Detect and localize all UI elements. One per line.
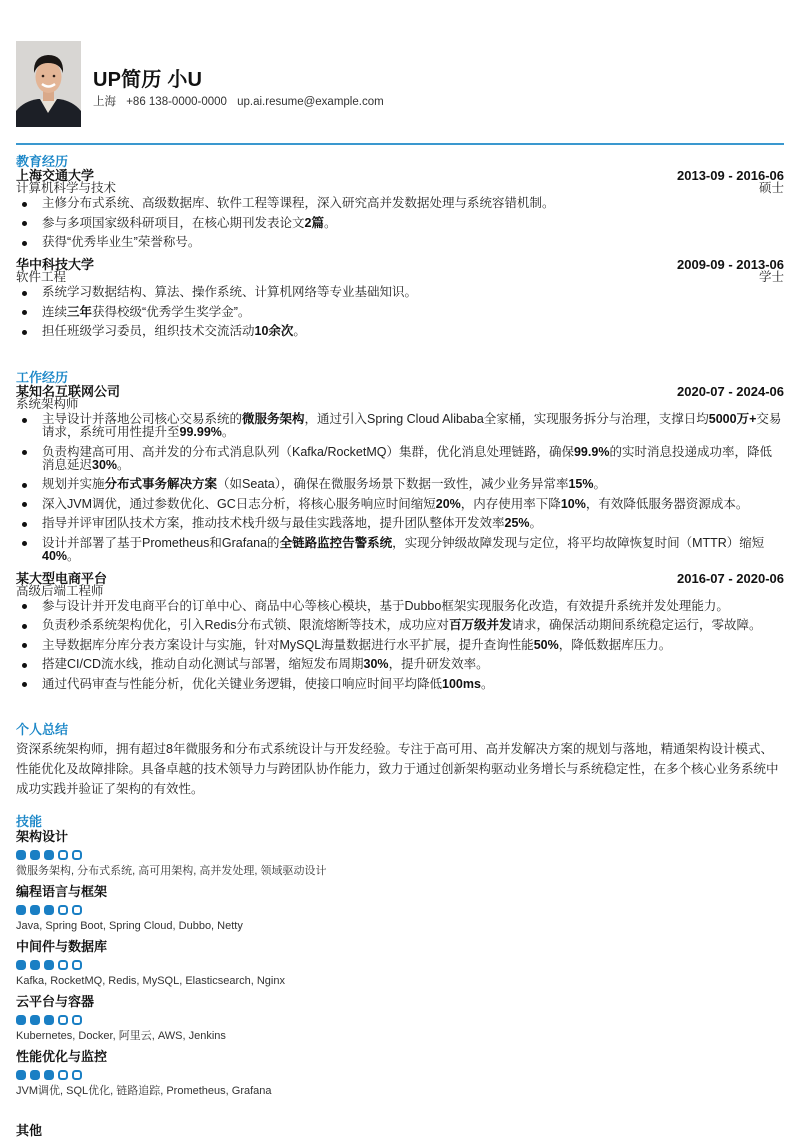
- list-item: 担任班级学习委员，组织技术交流活动10余次。: [16, 325, 784, 338]
- skill-keywords: 微服务架构, 分布式系统, 高可用架构, 高并发处理, 领域驱动设计: [16, 865, 327, 877]
- contact-line: [93, 93, 391, 109]
- work-entry: [16, 385, 784, 563]
- candidate-name: UP简历 小U: [93, 69, 203, 91]
- list-item: 参与多项国家级科研项目，在核心期刊发表论文2篇。: [16, 217, 784, 230]
- list-item: 负责构建高可用、高并发的分布式消息队列（Kafka/RocketMQ）集群，优化消息处理链路，确保99.9%的实时消息投递成功率，降低消息延迟30%。: [16, 446, 784, 472]
- degree: 硕士: [758, 181, 784, 195]
- list-item: 系统学习数据结构、算法、操作系统、计算机网络等专业基础知识。: [16, 286, 784, 299]
- list-item: 主修分布式系统、高级数据库、软件工程等课程，深入研究高并发数据处理与系统容错机制。: [16, 197, 784, 210]
- skill-keywords: Java, Spring Boot, Spring Cloud, Dubbo, Netty: [16, 920, 243, 932]
- cut-off-section-heading: 其他: [16, 1123, 43, 1138]
- education-entry: [16, 258, 784, 338]
- empty-dot-icon: [58, 850, 68, 860]
- list-item: 指导并评审团队技术方案，推动技术栈升级与最佳实践落地，提升团队整体开发效率25%。: [16, 517, 784, 530]
- filled-dot-icon: [30, 960, 40, 970]
- job-title: 系统架构师: [16, 397, 79, 411]
- list-item: 负责秒杀系统架构优化，引入Redis分布式锁、限流熔断等技术，成功应对百万级并发请求，确保活动期间系统稳定运行，零故障。: [16, 619, 784, 632]
- education-entry: [16, 169, 784, 249]
- date-range: 2009-09 - 2013-06: [677, 257, 784, 272]
- skill-keywords: Kafka, RocketMQ, Redis, MySQL, Elasticsearch, Nginx: [16, 975, 285, 987]
- resume-header: [16, 41, 784, 131]
- contact-city: 上海: [93, 96, 116, 108]
- summary-section: [16, 723, 784, 799]
- bullet-list: [16, 413, 784, 563]
- section-title-work: 工作经历: [16, 370, 69, 385]
- section-title-education: 教育经历: [16, 154, 69, 169]
- skill-level-rating: [16, 850, 784, 860]
- list-item: 主导设计并落地公司核心交易系统的微服务架构，通过引入Spring Cloud Alibaba全家桶，实现服务拆分与治理，支撑日均5000万+交易请求，系统可用性提升至99.99%。: [16, 413, 784, 439]
- skill-level-rating: [16, 905, 784, 915]
- list-item: 搭建CI/CD流水线，推动自动化测试与部署，缩短发布周期30%，提升研发效率。: [16, 658, 784, 671]
- company-name: 某知名互联网公司: [16, 384, 121, 399]
- filled-dot-icon: [44, 1070, 54, 1080]
- skill-keywords: JVM调优, SQL优化, 链路追踪, Prometheus, Grafana: [16, 1085, 272, 1097]
- filled-dot-icon: [30, 1070, 40, 1080]
- company-name: 某大型电商平台: [16, 570, 108, 586]
- skill-name: 编程语言与框架: [16, 884, 108, 899]
- filled-dot-icon: [44, 1015, 54, 1025]
- list-item: 规划并实施分布式事务解决方案（如Seata），确保在微服务场景下数据一致性，减少业务异常率15%。: [16, 478, 784, 491]
- skills-section: [16, 815, 784, 1104]
- filled-dot-icon: [30, 905, 40, 915]
- list-item: 获得“优秀毕业生”荣誉称号。: [16, 236, 784, 249]
- empty-dot-icon: [72, 1015, 82, 1025]
- skill-name: 架构设计: [16, 829, 69, 844]
- profile-photo: [16, 41, 81, 127]
- section-title-summary: 个人总结: [16, 722, 69, 737]
- work-section: [16, 371, 784, 697]
- work-entry: [16, 572, 784, 691]
- list-item: 设计并部署了基于Prometheus和Grafana的全链路监控告警系统，实现分钟级故障发现与定位，将平均故障恢复时间（MTTR）缩短40%。: [16, 537, 784, 563]
- filled-dot-icon: [44, 850, 54, 860]
- empty-dot-icon: [72, 905, 82, 915]
- section-title-skills: 技能: [16, 814, 43, 829]
- major: 软件工程: [16, 270, 67, 284]
- list-item: 深入JVM调优，通过参数优化、GC日志分析，将核心服务响应时间缩短20%，内存使用率下降10%，有效降低服务器资源成本。: [16, 498, 784, 511]
- skill-name: 性能优化与监控: [16, 1049, 108, 1064]
- skill-item: [16, 829, 784, 878]
- summary-text: 资深系统架构师，拥有超过8年微服务和分布式系统设计与开发经验。专注于高可用、高并发解决方案的规划与落地，精通架构设计模式、性能优化及故障排除。具备卓越的技术领导力与跨团队协作能力，致力于通过创新架构驱动业务增长与系统稳定性，在多个核心业务系统中成功实践并验证了架构的有效性。: [16, 742, 779, 796]
- filled-dot-icon: [44, 960, 54, 970]
- skill-level-rating: [16, 1015, 784, 1025]
- skill-keywords: Kubernetes, Docker, 阿里云, AWS, Jenkins: [16, 1030, 226, 1042]
- bullet-list: [16, 286, 784, 338]
- list-item: 连续三年获得校级“优秀学生奖学金”。: [16, 306, 784, 319]
- skill-item: [16, 994, 784, 1043]
- skill-level-rating: [16, 960, 784, 970]
- filled-dot-icon: [16, 1070, 26, 1080]
- filled-dot-icon: [44, 905, 54, 915]
- major: 计算机科学与技术: [16, 181, 117, 195]
- list-item: 通过代码审查与性能分析，优化关键业务逻辑，使接口响应时间平均降低100ms。: [16, 678, 784, 691]
- empty-dot-icon: [58, 1070, 68, 1080]
- contact-phone[interactable]: +86 138-0000-0000: [126, 96, 227, 108]
- job-title: 高级后端工程师: [16, 583, 104, 598]
- list-item: 主导数据库分库分表方案设计与实施，针对MySQL海量数据进行水平扩展，提升查询性能50%，降低数据库压力。: [16, 639, 784, 652]
- empty-dot-icon: [58, 960, 68, 970]
- filled-dot-icon: [16, 850, 26, 860]
- skill-name: 云平台与容器: [16, 994, 95, 1009]
- degree: 学士: [758, 270, 784, 284]
- empty-dot-icon: [58, 905, 68, 915]
- skill-item: [16, 1049, 784, 1098]
- empty-dot-icon: [72, 960, 82, 970]
- school-name: 上海交通大学: [16, 168, 95, 183]
- date-range: 2020-07 - 2024-06: [677, 384, 784, 399]
- skills-list: [16, 829, 784, 1098]
- bullet-list: [16, 197, 784, 249]
- avatar-icon: [16, 41, 81, 127]
- date-range: 2013-09 - 2016-06: [677, 168, 784, 183]
- education-section: [16, 155, 784, 345]
- skill-name: 中间件与数据库: [16, 939, 108, 954]
- skill-item: [16, 939, 784, 988]
- header-divider: [16, 143, 784, 145]
- filled-dot-icon: [16, 905, 26, 915]
- contact-email[interactable]: up.ai.resume@example.com: [237, 96, 384, 108]
- skill-item: [16, 884, 784, 933]
- filled-dot-icon: [16, 960, 26, 970]
- school-name: 华中科技大学: [16, 257, 95, 272]
- filled-dot-icon: [30, 850, 40, 860]
- empty-dot-icon: [58, 1015, 68, 1025]
- list-item: 参与设计并开发电商平台的订单中心、商品中心等核心模块，基于Dubbo框架实现服务化改造，有效提升系统并发处理能力。: [16, 600, 784, 613]
- bullet-list: [16, 600, 784, 691]
- skill-level-rating: [16, 1070, 784, 1080]
- date-range: 2016-07 - 2020-06: [677, 570, 784, 586]
- empty-dot-icon: [72, 1070, 82, 1080]
- filled-dot-icon: [16, 1015, 26, 1025]
- filled-dot-icon: [30, 1015, 40, 1025]
- empty-dot-icon: [72, 850, 82, 860]
